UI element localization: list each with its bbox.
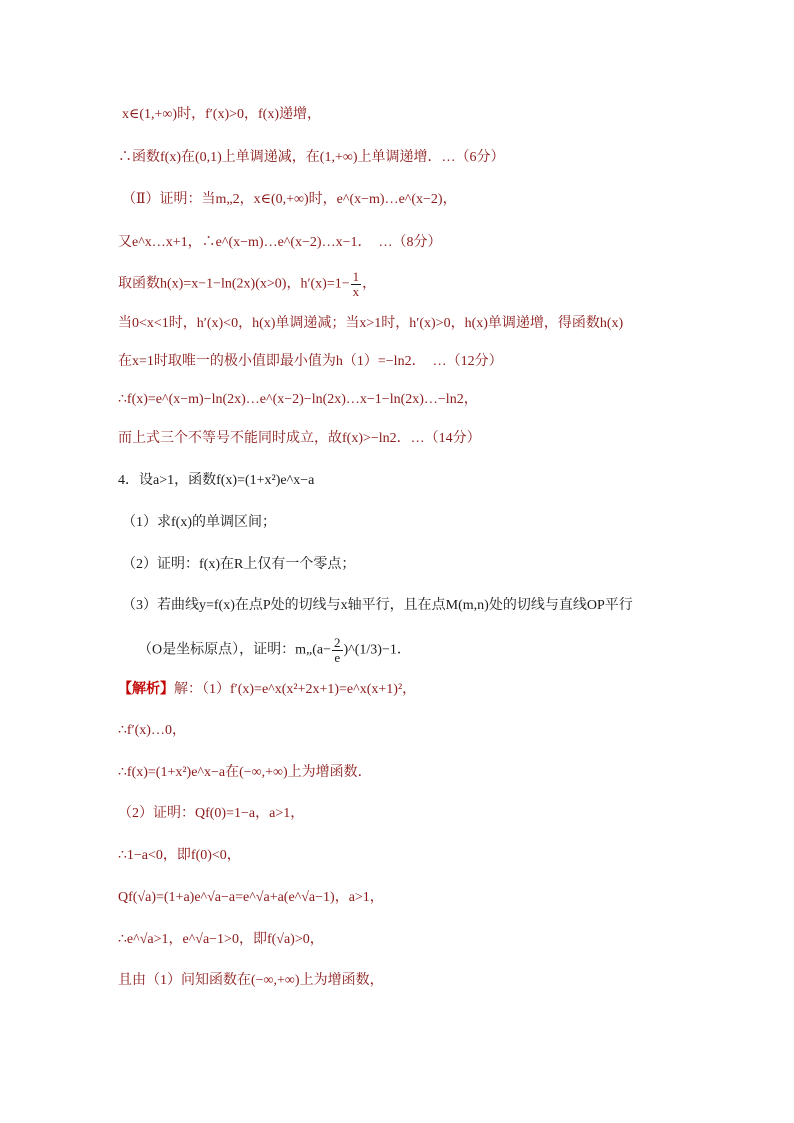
solution-line-2: ∴f(x)=(1+x²)e^x−a在(−∞,+∞)上为增函数． (118, 765, 372, 780)
solution-line-4: ∴1−a<0，即f(0)<0， (118, 848, 241, 863)
problem-4-part-3-cont: （O是坐标原点），证明：m„(a− $\frac{2}{e}$ )^(1/3)−1． (138, 635, 411, 665)
fraction-1-over-x: $\frac{1}{x}$ (352, 269, 360, 299)
text-line-8: ∴f(x)=e^(x−m)−ln(2x)…e^(x−2)−ln(2x)…x−1−ln(2x)…−ln2， (118, 392, 478, 407)
fraction-2-over-e: $\frac{2}{e}$ (334, 635, 341, 665)
problem-4-statement: 4．设a>1，函数f(x)=(1+x²)e^x−a (118, 473, 315, 488)
problem-4-part-2: （2）证明：f(x)在R上仅有一个零点； (122, 557, 356, 572)
solution-line-6: ∴e^√a>1，e^√a−1>0，即f(√a)>0， (118, 932, 324, 947)
text-line-5: 取函数h(x)=x−1−ln(2x)(x>0)，h′(x)=1− $\frac{1}{x}$ ， (118, 269, 377, 299)
text-line-6: 当0<x<1时，h′(x)<0，h(x)单调递减；当x>1时，h′(x)>0，h(x)单调递增，得函数h(x) (118, 316, 624, 331)
solution-start: 【解析】解：（1）f′(x)=e^x(x²+2x+1)=e^x(x+1)²， (118, 682, 417, 697)
problem-4-part-1: （1）求f(x)的单调区间； (122, 515, 276, 530)
text-line-2: ∴函数f(x)在(0,1)上单调递减，在(1,+∞)上单调递增．…（6分） (118, 150, 505, 165)
text-line-1: x∈(1,+∞)时，f′(x)>0，f(x)递增， (122, 107, 321, 122)
text-line-7: 在x=1时取唯一的极小值即最小值为h（1）=−ln2． …（12分） (118, 354, 503, 369)
solution-line-7: 且由（1）问知函数在(−∞,+∞)上为增函数， (118, 973, 384, 988)
text-line-4: 又e^x…x+1，∴e^(x−m)…e^(x−2)…x−1． …（8分） (118, 235, 442, 250)
solution-line-3: （2）证明：Qf(0)=1−a，a>1， (118, 806, 305, 821)
problem-4-part-3: （3）若曲线y=f(x)在点P处的切线与x轴平行，且在点M(m,n)处的切线与直线OP平行 (122, 598, 633, 613)
solution-line-1: ∴f′(x)…0， (118, 723, 186, 738)
solution-line-5: Qf(√a)=(1+a)e^√a−a=e^√a+a(e^√a−1)，a>1， (118, 890, 384, 905)
text-line-9: 而上式三个不等号不能同时成立，故f(x)>−ln2．…（14分） (118, 431, 481, 446)
text-line-3: （Ⅱ）证明：当m„2，x∈(0,+∞)时，e^(x−m)…e^(x−2)， (122, 192, 457, 207)
